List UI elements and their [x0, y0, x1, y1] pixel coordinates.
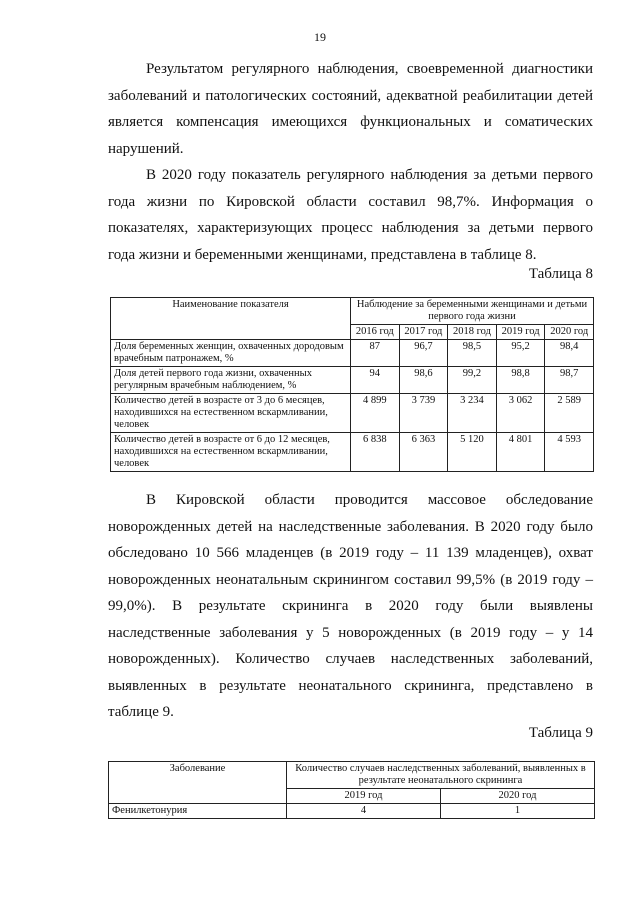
- cell-value: 3 234: [448, 394, 497, 433]
- cell-value: 6 838: [351, 433, 400, 472]
- paragraph-screening: В Кировской области проводится массовое обследование новорожденных детей на наследственные заболевания. В 2020 году было обследовано 10 566 младенцев (в 2019 году – 11 139 младенцев), охват новорожденных неонатальным скринингом составил 99,5% (в 2019 году – 99,0%). В результате скрининга в 2020 году были выявлены наследственные заболевания у 5 новорожденных (в 2019 году – у 14 новорожденных). Количество случаев наследственных заболеваний, выявленных в результате неонатального скрининга, представлено в таблице 9.: [108, 492, 593, 720]
- table8-year: 2017 год: [399, 325, 448, 340]
- table-row: [109, 804, 595, 819]
- cell-value: 98,4: [545, 340, 594, 367]
- row-label: Фенилкетонурия: [109, 804, 287, 819]
- table9-year: 2020 год: [440, 789, 594, 804]
- cell-value: 98,5: [448, 340, 497, 367]
- table8-year: 2016 год: [351, 325, 400, 340]
- row-label: Количество детей в возрасте от 3 до 6 месяцев, находившихся на естественном вскармливании, человек: [111, 394, 351, 433]
- table8-year: 2019 год: [496, 325, 545, 340]
- cell-value: 5 120: [448, 433, 497, 472]
- cell-value: 3 062: [496, 394, 545, 433]
- row-label: Доля беременных женщин, охваченных дородовым врачебным патронажем, %: [111, 340, 351, 367]
- table9-year: 2019 год: [287, 789, 441, 804]
- cell-value: 3 739: [399, 394, 448, 433]
- cell-value: 2 589: [545, 394, 594, 433]
- cell-value: 6 363: [399, 433, 448, 472]
- paragraph-observation: В 2020 году показатель регулярного наблюдения за детьми первого года жизни по Кировской области составил 98,7%. Информация о показателях, характеризующих процесс наблюдения за детьми первого года жизни и беременными женщинами, представлена в таблице 8.: [108, 167, 593, 263]
- cell-value: 99,2: [448, 367, 497, 394]
- table9-caption: Таблица 9: [528, 725, 593, 741]
- table8-header-group: Наблюдение за беременными женщинами и детьми первого года жизни: [351, 298, 594, 325]
- table8-caption: Таблица 8: [528, 266, 593, 282]
- cell-value: 4 801: [496, 433, 545, 472]
- table9-header-group: Количество случаев наследственных заболеваний, выявленных в результате неонатального скрининга: [287, 762, 595, 789]
- cell-value: 98,7: [545, 367, 594, 394]
- table-9: [108, 761, 595, 819]
- table8-header-name: Наименование показателя: [111, 298, 351, 340]
- cell-value: 87: [351, 340, 400, 367]
- table9-header-name: Заболевание: [109, 762, 287, 804]
- table-8: [110, 297, 594, 472]
- cell-value: 4 593: [545, 433, 594, 472]
- cell-value: 1: [440, 804, 594, 819]
- table8-year: 2018 год: [448, 325, 497, 340]
- cell-value: 4 899: [351, 394, 400, 433]
- page-number: 19: [314, 30, 326, 44]
- cell-value: 98,8: [496, 367, 545, 394]
- table8-year: 2020 год: [545, 325, 594, 340]
- table-row: [111, 433, 594, 472]
- table-row: [111, 367, 594, 394]
- paragraph-intro: Результатом регулярного наблюдения, своевременной диагностики заболеваний и патологических состояний, адекватной реабилитации детей является компенсация имеющихся функциональных и соматических нарушений.: [108, 61, 593, 157]
- cell-value: 98,6: [399, 367, 448, 394]
- row-label: Доля детей первого года жизни, охваченных регулярным врачебным наблюдением, %: [111, 367, 351, 394]
- table-row: [111, 394, 594, 433]
- cell-value: 95,2: [496, 340, 545, 367]
- cell-value: 4: [287, 804, 441, 819]
- cell-value: 96,7: [399, 340, 448, 367]
- table-row: [111, 340, 594, 367]
- row-label: Количество детей в возрасте от 6 до 12 месяцев, находившихся на естественном вскармливании, человек: [111, 433, 351, 472]
- cell-value: 94: [351, 367, 400, 394]
